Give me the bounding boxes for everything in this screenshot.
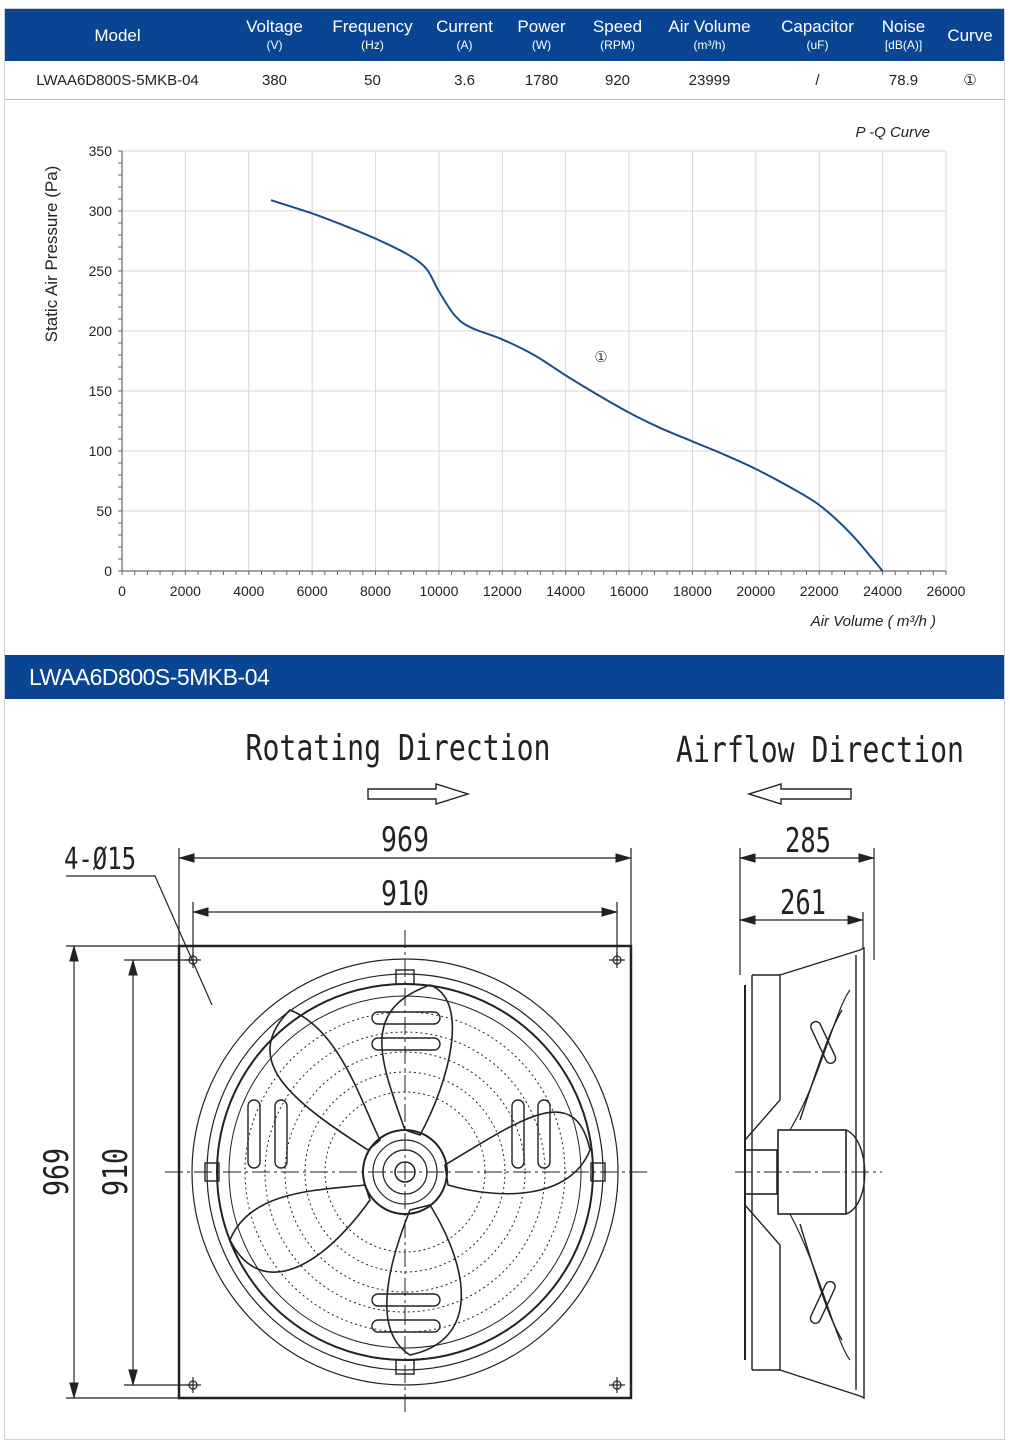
- x-tick-label: 4000: [233, 583, 265, 599]
- dim-depth-guard: 261: [780, 883, 826, 923]
- spec-cell: 23999: [655, 61, 764, 100]
- curve-label: ①: [594, 348, 608, 366]
- dim-width-inner: 910: [381, 874, 429, 914]
- spec-cell: 380: [230, 61, 319, 100]
- x-tick-label: 18000: [672, 583, 712, 599]
- spec-header-unit: (W): [531, 38, 552, 52]
- x-tick-label: 10000: [419, 583, 459, 599]
- spec-header-label: Air Volume: [668, 17, 751, 36]
- rotating-direction-title: Rotating Direction: [245, 728, 551, 769]
- x-tick-label: 14000: [546, 583, 586, 599]
- section-title: LWAA6D800S-5MKB-04: [29, 664, 270, 690]
- spec-header-label: Model: [94, 25, 141, 45]
- y-tick-label: 300: [88, 203, 112, 219]
- spec-cell: ①: [936, 61, 1004, 100]
- spec-cell: 78.9: [871, 61, 936, 100]
- spec-header-unit: (A): [456, 38, 473, 52]
- x-tick-label: 0: [118, 583, 126, 599]
- spec-cell: 1780: [503, 61, 580, 100]
- y-tick-label: 0: [104, 563, 112, 579]
- x-tick-label: 8000: [359, 583, 392, 599]
- x-tick-label: 24000: [863, 583, 903, 599]
- airflow-arrow-icon: [749, 784, 851, 804]
- spec-cell: 50: [319, 61, 426, 100]
- spec-cell: 3.6: [426, 61, 503, 100]
- spec-header-unit: (uF): [806, 38, 829, 52]
- spec-header-label: Noise: [881, 17, 926, 36]
- fan-front-view: [165, 930, 648, 1412]
- spec-cell: LWAA6D800S-5MKB-04: [5, 61, 230, 100]
- spec-header-unit: [dB(A)]: [884, 38, 923, 52]
- y-tick-label: 200: [88, 323, 112, 339]
- spec-header-unit: (V): [266, 38, 283, 52]
- x-tick-label: 20000: [736, 583, 776, 599]
- y-axis-label: Static Air Pressure (Pa): [42, 165, 61, 343]
- dim-width-outer: 969: [381, 820, 429, 860]
- spec-header-label: Frequency: [332, 17, 413, 36]
- y-tick-label: 150: [88, 383, 112, 399]
- spec-header-unit: (Hz): [361, 38, 384, 52]
- spec-header-label: Capacitor: [781, 17, 854, 36]
- fan-side-view: [735, 948, 882, 1398]
- spec-header-label: Power: [517, 17, 566, 36]
- spec-header-label: Speed: [592, 17, 643, 36]
- x-tick-label: 2000: [169, 583, 201, 599]
- y-tick-label: 100: [88, 443, 112, 459]
- spec-cell: 920: [580, 61, 655, 100]
- rotation-arrow-icon: [368, 784, 468, 804]
- x-tick-label: 16000: [609, 583, 649, 599]
- dim-height-outer: 969: [37, 1134, 77, 1196]
- dim-mounting-holes: 4-Ø15: [64, 842, 136, 877]
- x-tick-label: 6000: [296, 583, 328, 599]
- spec-header-label: Curve: [947, 25, 993, 45]
- x-tick-label: 12000: [482, 583, 522, 599]
- y-tick-label: 250: [88, 263, 112, 279]
- spec-header-label: Voltage: [246, 17, 303, 36]
- x-axis-label: Air Volume ( m³/h ): [810, 613, 936, 630]
- dim-height-inner: 910: [96, 1134, 136, 1196]
- dim-depth-total: 285: [785, 821, 831, 861]
- spec-header-label: Current: [436, 17, 493, 36]
- x-tick-label: 22000: [799, 583, 839, 599]
- spec-cell: /: [764, 61, 871, 100]
- y-tick-label: 50: [96, 503, 112, 519]
- spec-header-unit: (RPM): [600, 38, 635, 52]
- chart-title: P -Q Curve: [855, 124, 930, 141]
- spec-header-unit: (m³/h): [693, 38, 726, 52]
- airflow-direction-title: Airflow Direction: [676, 730, 964, 771]
- x-tick-label: 26000: [926, 583, 966, 599]
- y-tick-label: 350: [88, 143, 112, 159]
